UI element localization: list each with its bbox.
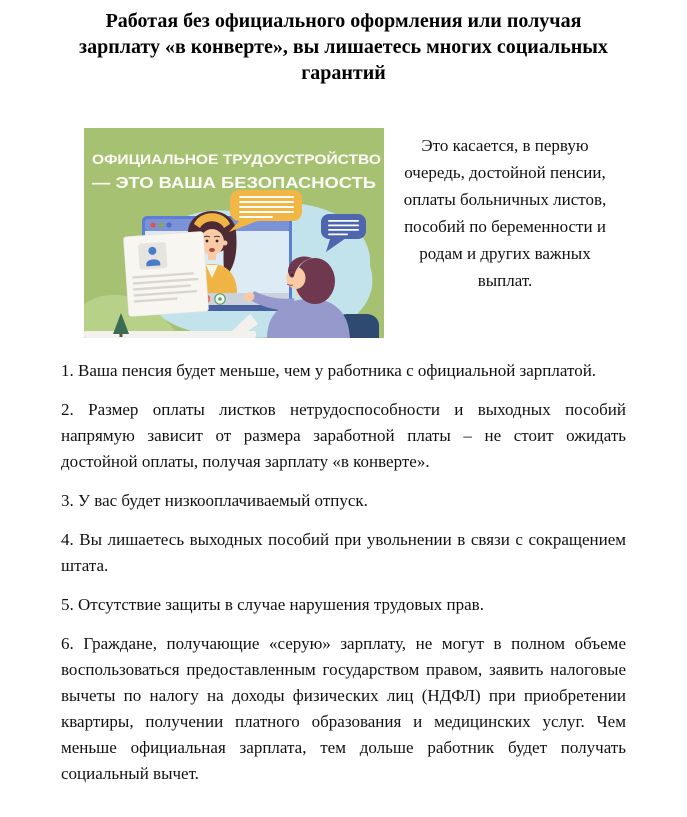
- window-dot-blue-icon: [166, 222, 171, 227]
- lead-paragraph: [384, 128, 626, 294]
- infographic-image: [84, 128, 384, 338]
- title-line: Работая без официального оформления или получая: [105, 10, 582, 32]
- window-dot-red-icon: [150, 222, 155, 227]
- consequences-list: [61, 358, 626, 787]
- list-item: 5. Отсутствие защиты в случае нарушения трудовых прав.: [61, 595, 484, 614]
- desk: [84, 331, 256, 338]
- lead-line: выплат.: [477, 271, 533, 290]
- official-employment-illustration: [84, 128, 384, 338]
- lead-line: родам и других важных: [419, 244, 591, 263]
- illustration-heading-line1: ОФИЦИАЛЬНОЕ ТРУДОУСТРОЙСТВО: [92, 151, 352, 167]
- title-line: зарплату «в конверте», вы лишаетесь многих социальных: [79, 36, 608, 58]
- lead-line: Это касается, в первую: [421, 136, 589, 155]
- window-dot-green-icon: [158, 222, 163, 227]
- resume-document: [123, 231, 208, 316]
- list-item: 1. Ваша пенсия будет меньше, чем у работника с официальной зарплатой.: [61, 361, 597, 380]
- list-item: 2. Размер оплаты листков нетрудоспособности и выходных пособий напрямую зависит от размера заработной платы – не стоит ожидать достойной оплаты, получая зарплату «в конверте».: [61, 400, 626, 471]
- illustration-heading-line2: — ЭТО ВАША БЕЗОПАСНОСТЬ: [92, 175, 376, 192]
- lead-section: [61, 128, 626, 338]
- page-title: [61, 8, 626, 86]
- lead-line: очередь, достойной пенсии,: [404, 163, 606, 182]
- answer-call-button-icon: [215, 294, 225, 304]
- list-item: 4. Вы лишаетесь выходных пособий при увольнении в связи с сокращением штата.: [61, 530, 626, 575]
- title-line: гарантий: [301, 62, 386, 84]
- lead-line: оплаты больничных листов,: [403, 190, 607, 209]
- lead-line: пособий по беременности и: [404, 217, 606, 236]
- list-item: 6. Граждане, получающие «серую» зарплату, не могут в полном объеме воспользоваться предоставленным государством правом, заявить налоговые вычеты по налогу на доходы физических лиц (НДФЛ) при приобретении квартиры, получении платного образования и медицинских услуг. Чем меньше официальная зарплата, тем дольше работник будет получать социальный вычет.: [61, 634, 626, 783]
- list-item: 3. У вас будет низкооплачиваемый отпуск.: [61, 491, 368, 510]
